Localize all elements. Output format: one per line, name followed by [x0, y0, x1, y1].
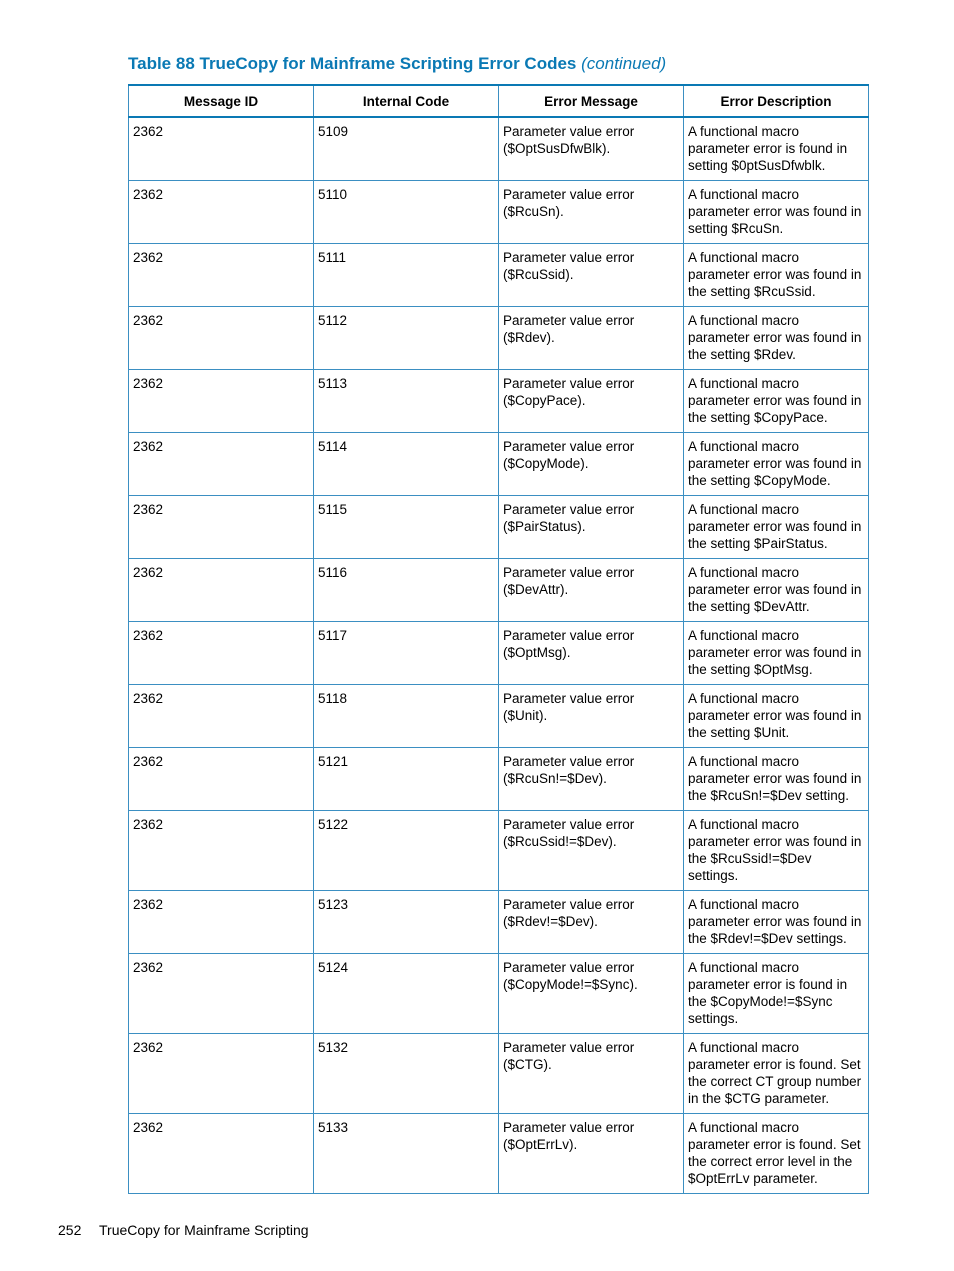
cell-internal-code: 5110: [314, 181, 499, 244]
cell-error-description: A functional macro parameter error was found in the setting $RcuSsid.: [684, 244, 869, 307]
cell-error-description: A functional macro parameter error was found in the $Rdev!=$Dev settings.: [684, 891, 869, 954]
cell-message-id: 2362: [129, 117, 314, 181]
cell-internal-code: 5124: [314, 954, 499, 1034]
cell-error-description: A functional macro parameter error was found in the setting $Rdev.: [684, 307, 869, 370]
header-error-message: Error Message: [499, 85, 684, 117]
table-row: [129, 811, 869, 891]
cell-error-description: A functional macro parameter error is found. Set the correct CT group number in the $CTG parameter.: [684, 1034, 869, 1114]
cell-message-id: 2362: [129, 685, 314, 748]
cell-error-description: A functional macro parameter error was found in the setting $Unit.: [684, 685, 869, 748]
cell-error-message: Parameter value error ($PairStatus).: [499, 496, 684, 559]
table-row: [129, 1034, 869, 1114]
cell-error-message: Parameter value error ($CopyMode).: [499, 433, 684, 496]
table-body: [129, 117, 869, 1194]
table-row: [129, 622, 869, 685]
cell-error-message: Parameter value error ($Rdev!=$Dev).: [499, 891, 684, 954]
header-message-id: Message ID: [129, 85, 314, 117]
cell-error-description: A functional macro parameter error was found in setting $RcuSn.: [684, 181, 869, 244]
cell-message-id: 2362: [129, 433, 314, 496]
table-title: Table 88 TrueCopy for Mainframe Scripting Error Codes: [128, 54, 577, 73]
table-row: [129, 433, 869, 496]
table-row: [129, 1114, 869, 1194]
cell-message-id: 2362: [129, 370, 314, 433]
cell-internal-code: 5117: [314, 622, 499, 685]
header-error-description: Error Description: [684, 85, 869, 117]
cell-message-id: 2362: [129, 496, 314, 559]
cell-message-id: 2362: [129, 1114, 314, 1194]
page-number: 252: [58, 1222, 82, 1238]
table-caption: [128, 54, 666, 74]
cell-internal-code: 5121: [314, 748, 499, 811]
cell-error-message: Parameter value error ($RcuSn!=$Dev).: [499, 748, 684, 811]
table-row: [129, 685, 869, 748]
header-row: [129, 85, 869, 117]
cell-error-description: A functional macro parameter error is found in setting $0ptSusDfwblk.: [684, 117, 869, 181]
cell-error-message: Parameter value error ($CopyPace).: [499, 370, 684, 433]
cell-message-id: 2362: [129, 307, 314, 370]
cell-error-description: A functional macro parameter error was found in the setting $PairStatus.: [684, 496, 869, 559]
cell-message-id: 2362: [129, 748, 314, 811]
cell-message-id: 2362: [129, 811, 314, 891]
cell-message-id: 2362: [129, 244, 314, 307]
cell-message-id: 2362: [129, 559, 314, 622]
cell-internal-code: 5109: [314, 117, 499, 181]
header-internal-code: Internal Code: [314, 85, 499, 117]
cell-error-message: Parameter value error ($RcuSn).: [499, 181, 684, 244]
cell-error-description: A functional macro parameter error was found in the setting $OptMsg.: [684, 622, 869, 685]
table-row: [129, 181, 869, 244]
cell-message-id: 2362: [129, 954, 314, 1034]
cell-error-description: A functional macro parameter error is found in the $CopyMode!=$Sync settings.: [684, 954, 869, 1034]
cell-internal-code: 5112: [314, 307, 499, 370]
cell-message-id: 2362: [129, 1034, 314, 1114]
cell-error-message: Parameter value error ($RcuSsid!=$Dev).: [499, 811, 684, 891]
cell-error-message: Parameter value error ($CTG).: [499, 1034, 684, 1114]
cell-internal-code: 5115: [314, 496, 499, 559]
table-row: [129, 559, 869, 622]
cell-internal-code: 5116: [314, 559, 499, 622]
cell-error-message: Parameter value error ($Rdev).: [499, 307, 684, 370]
cell-message-id: 2362: [129, 181, 314, 244]
table-row: [129, 244, 869, 307]
cell-internal-code: 5111: [314, 244, 499, 307]
cell-internal-code: 5132: [314, 1034, 499, 1114]
cell-internal-code: 5118: [314, 685, 499, 748]
cell-error-description: A functional macro parameter error was found in the $RcuSsid!=$Dev settings.: [684, 811, 869, 891]
cell-error-message: Parameter value error ($OptSusDfwBlk).: [499, 117, 684, 181]
cell-internal-code: 5114: [314, 433, 499, 496]
cell-message-id: 2362: [129, 891, 314, 954]
table-row: [129, 307, 869, 370]
cell-internal-code: 5113: [314, 370, 499, 433]
cell-internal-code: 5122: [314, 811, 499, 891]
cell-error-description: A functional macro parameter error was found in the setting $DevAttr.: [684, 559, 869, 622]
cell-error-message: Parameter value error ($RcuSsid).: [499, 244, 684, 307]
cell-message-id: 2362: [129, 622, 314, 685]
cell-error-message: Parameter value error ($Unit).: [499, 685, 684, 748]
cell-error-message: Parameter value error ($CopyMode!=$Sync).: [499, 954, 684, 1034]
cell-error-description: A functional macro parameter error was found in the setting $CopyPace.: [684, 370, 869, 433]
continued-label: (continued): [581, 54, 667, 73]
cell-internal-code: 5133: [314, 1114, 499, 1194]
cell-error-description: A functional macro parameter error was found in the $RcuSn!=$Dev setting.: [684, 748, 869, 811]
table-row: [129, 496, 869, 559]
footer-section-title: TrueCopy for Mainframe Scripting: [99, 1222, 309, 1238]
table-row: [129, 748, 869, 811]
table-row: [129, 954, 869, 1034]
table-row: [129, 370, 869, 433]
page-footer: [58, 1222, 309, 1238]
cell-internal-code: 5123: [314, 891, 499, 954]
table-row: [129, 891, 869, 954]
cell-error-description: A functional macro parameter error is found. Set the correct error level in the $OptErrLv parameter.: [684, 1114, 869, 1194]
cell-error-description: A functional macro parameter error was found in the setting $CopyMode.: [684, 433, 869, 496]
cell-error-message: Parameter value error ($OptErrLv).: [499, 1114, 684, 1194]
error-codes-table: [128, 84, 869, 1194]
cell-error-message: Parameter value error ($DevAttr).: [499, 559, 684, 622]
cell-error-message: Parameter value error ($OptMsg).: [499, 622, 684, 685]
table-row: [129, 117, 869, 181]
